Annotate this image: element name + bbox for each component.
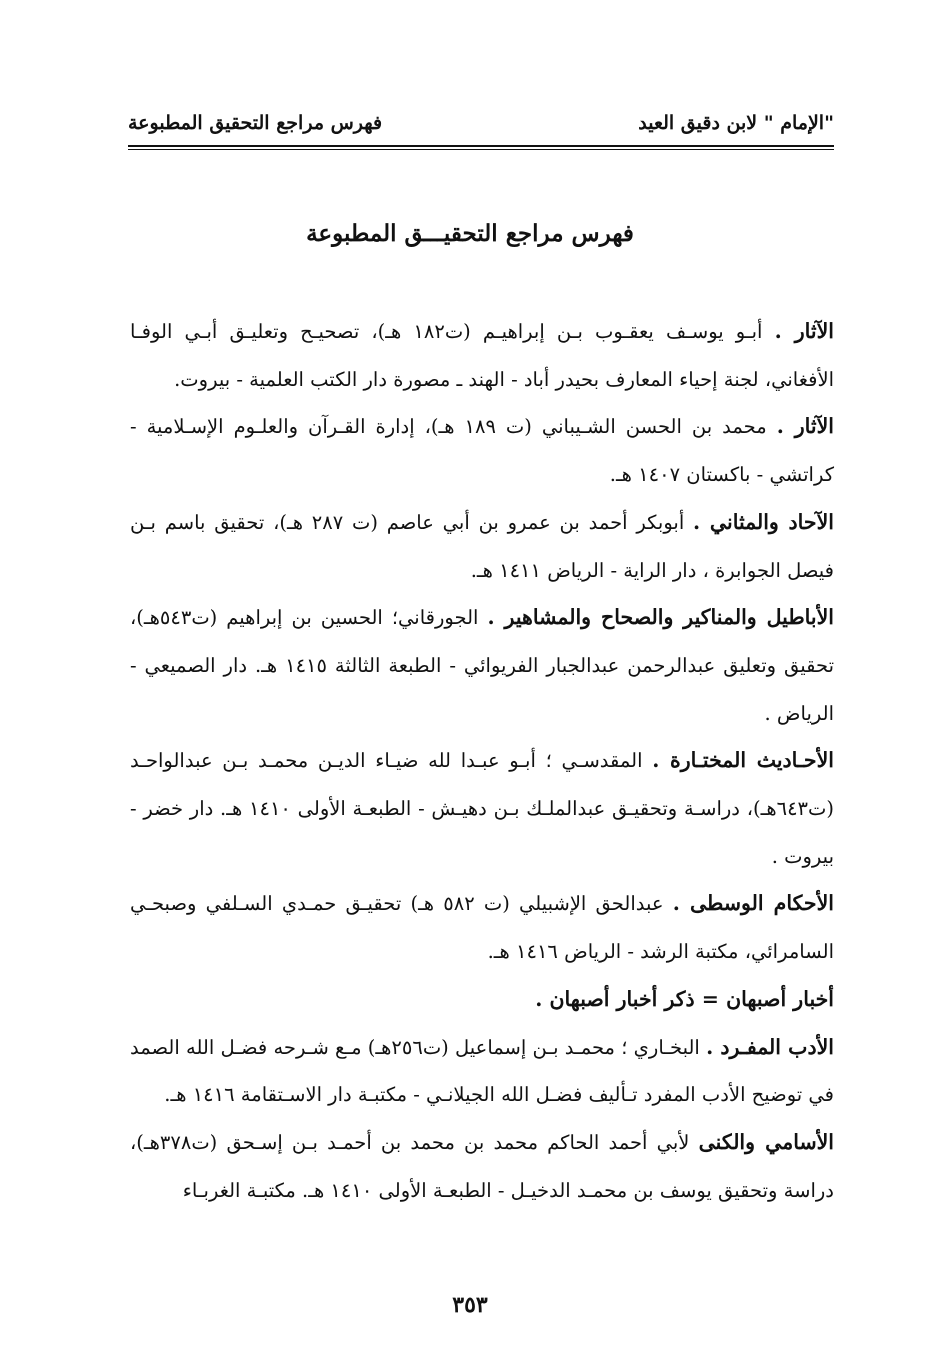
entry-text: المقدسـي ؛ أبـو عبـدا لله ضيـاء الديـن محمـد بـن عبدالواحـد (ت٦٤٣هـ)، دراسـة وتحقيـق عبدالملـك بـن دهيـش - الطبعـة الأولى ١٤١٠ هـ. دار خضر - بيروت .: [130, 749, 834, 868]
list-item: [130, 1119, 834, 1214]
list-item: [130, 594, 834, 737]
page-title: فهرس مراجع التحقيـــق المطبوعة: [306, 220, 634, 247]
list-item: [130, 737, 834, 880]
entry-heading: الآحاد والمثاني .: [693, 509, 834, 534]
entry-text: عبدالحق الإشبيلي (ت ٥٨٢ هـ) تحقيـق حمـدي السـلفي وصبحـي السامرائي، مكتبة الرشد - الرياض ١٤١٦ هـ.: [130, 892, 834, 964]
list-item: [130, 403, 834, 498]
entry-heading: الأباطيل والمناكير والصحاح والمشاهير .: [487, 605, 834, 630]
list-item: [130, 499, 834, 594]
list-item: [130, 880, 834, 975]
list-item: [130, 1024, 834, 1119]
page-number: ٣٥٣: [452, 1292, 488, 1318]
entry-heading: الآثار .: [774, 319, 834, 343]
references-list: [130, 308, 834, 1214]
entry-heading: الأحـاديث المختـارة .: [652, 748, 834, 773]
entry-text: أبوبكر أحمد بن عمرو بن أبي عاصم (ت ٢٨٧ هـ)، تحقيق باسم بـن فيصل الجوابرة ، دار الراية - الرياض ١٤١١ هـ.: [130, 510, 834, 582]
entry-text: لأبي أحمد الحاكم محمد بن محمد بن أحمـد بـن إسـحق (ت٣٧٨هـ)، دراسة وتحقيق يوسف بن محمـد الدخيـل - الطبعـة الأولى ١٤١٠ هـ. مكتبـة الغربـاء: [130, 1130, 834, 1202]
header-book-title: "الإمام " لابن دقيق العيد: [638, 112, 834, 134]
list-item: [130, 976, 834, 1024]
running-header: [128, 112, 834, 134]
entry-text: محمد بن الحسن الشـيباني (ت ١٨٩ هـ)، إدارة القـرآن والعلـوم الإسـلامية - كراتشي - باكستان ١٤٠٧ هـ.: [130, 415, 834, 487]
list-item: [130, 308, 834, 403]
entry-text: البخـاري ؛ محمـد بـن إسماعيل (ت٢٥٦هـ) مـع شـرحه فضـل الله الصمد في توضيح الأدب المفرد تـأليف فضـل الله الجيلانـي - مكتبـة دار الاسـتقامة ١٤١٦ هـ.: [130, 1035, 834, 1107]
entry-heading: الأسامي والكنى: [698, 1129, 835, 1154]
entry-heading: الأدب المفـرد .: [706, 1034, 834, 1059]
entry-heading: الآثار .: [776, 414, 835, 439]
entry-text: أبـو يوسـف يعقـوب بـن إبراهيـم (ت١٨٢ هـ)، تصحيـح وتعليـق أبـي الوفـا الأفغاني، لجنة إحياء المعارف بحيدر أباد - الهند ـ مصورة دار الكتب العلمية - بيروت.: [130, 320, 834, 391]
entry-text: الجورقاني؛ الحسين بن إبراهيم (ت٥٤٣هـ)، تحقيق وتعليق عبدالرحمن عبدالجبار الفريوائي - الطبعة الثالثة ١٤١٥ هـ. دار الصميعي - الرياض .: [130, 606, 834, 725]
header-section-title: فهرس مراجع التحقيق المطبوعة: [128, 112, 383, 134]
entry-heading: الأحكام الوسطى .: [672, 891, 834, 916]
header-rule: [128, 145, 834, 150]
entry-heading: أخبار أصبهان = ذكر أخبار أصبهان .: [535, 986, 834, 1011]
